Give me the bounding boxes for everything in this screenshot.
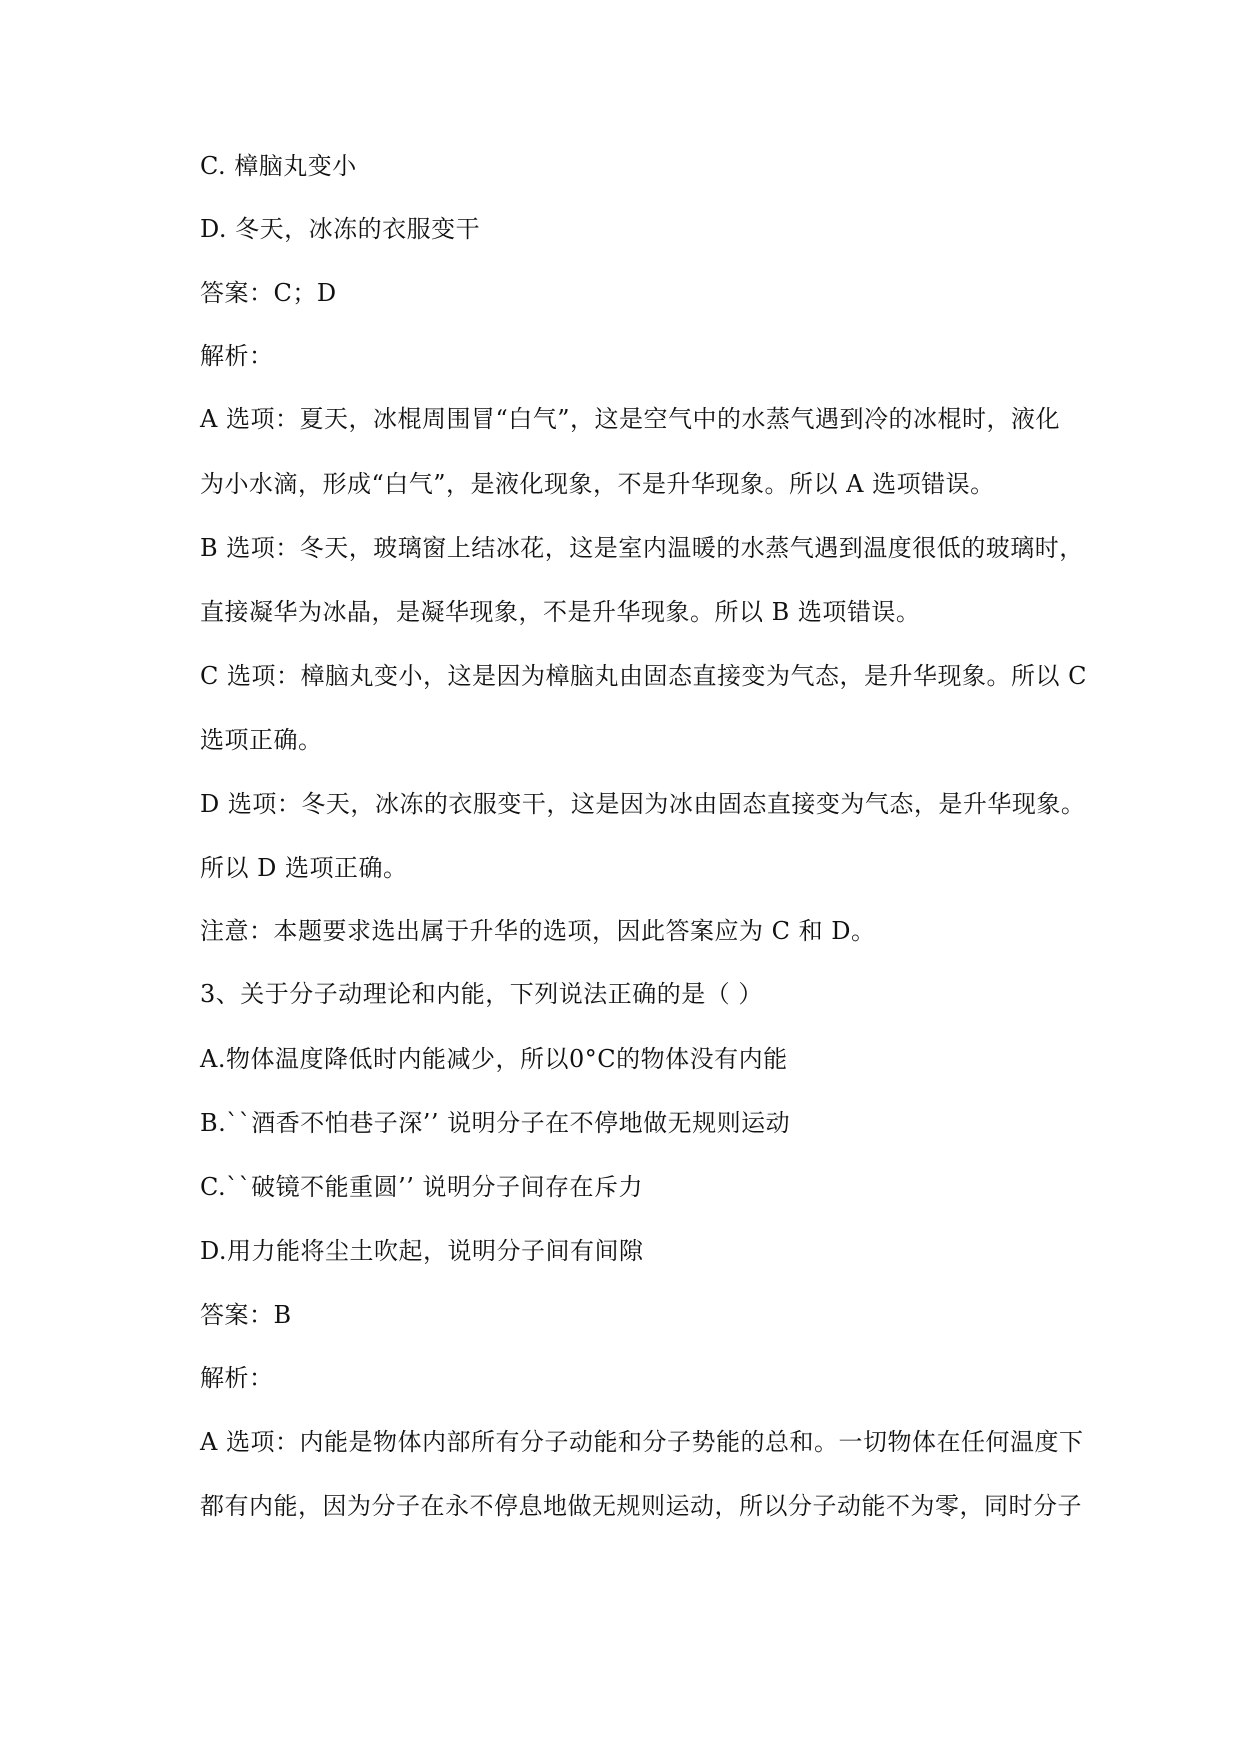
question-3-option-b: B.``酒香不怕巷子深’’ 说明分子在不停地做无规则运动 xyxy=(200,1109,791,1137)
analysis-b-line-1: B 选项：冬天，玻璃窗上结冰花，这是室内温暖的水蒸气遇到温度很低的玻璃时， xyxy=(200,534,1084,562)
analysis-c-line-2: 选项正确。 xyxy=(200,726,323,754)
option-c-line: C. 樟脑丸变小 xyxy=(200,152,357,180)
analysis-c-line-1: C 选项：樟脑丸变小，这是因为樟脑丸由固态直接变为气态，是升华现象。所以 C xyxy=(200,662,1087,690)
analysis-b-line-2: 直接凝华为冰晶，是凝华现象，不是升华现象。所以 B 选项错误。 xyxy=(200,598,921,626)
analysis-d-line-2: 所以 D 选项正确。 xyxy=(200,854,408,882)
analysis-heading: 解析： xyxy=(200,342,274,370)
question-3-answer: 答案：B xyxy=(200,1301,292,1329)
analysis-a-line-2: 为小水滴，形成“白气”，是液化现象，不是升华现象。所以 A 选项错误。 xyxy=(200,470,995,498)
option-d-line: D. 冬天，冰冻的衣服变干 xyxy=(200,215,481,243)
question-3-analysis-heading: 解析： xyxy=(200,1364,274,1392)
question-3-option-c: C.``破镜不能重圆’’ 说明分子间存在斥力 xyxy=(200,1173,644,1201)
question-3-stem: 3、关于分子动理论和内能，下列说法正确的是（ ） xyxy=(200,980,763,1008)
question-3-option-a: A.物体温度降低时内能减少，所以0°C的物体没有内能 xyxy=(200,1045,788,1073)
question-3-analysis-a-line-2: 都有内能，因为分子在永不停息地做无规则运动，所以分子动能不为零，同时分子 xyxy=(200,1492,1082,1520)
analysis-a-line-1: A 选项：夏天，冰棍周围冒“白气”，这是空气中的水蒸气遇到冷的冰棍时，液化 xyxy=(200,405,1060,433)
analysis-d-line-1: D 选项：冬天，冰冻的衣服变干，这是因为冰由固态直接变为气态，是升华现象。 xyxy=(200,790,1086,818)
note-line: 注意：本题要求选出属于升华的选项，因此答案应为 C 和 D。 xyxy=(200,917,876,945)
answer-line: 答案：C；D xyxy=(200,279,337,307)
question-3-analysis-a-line-1: A 选项：内能是物体内部所有分子动能和分子势能的总和。一切物体在任何温度下 xyxy=(200,1428,1084,1456)
question-3-option-d: D.用力能将尘土吹起，说明分子间有间隙 xyxy=(200,1237,644,1265)
